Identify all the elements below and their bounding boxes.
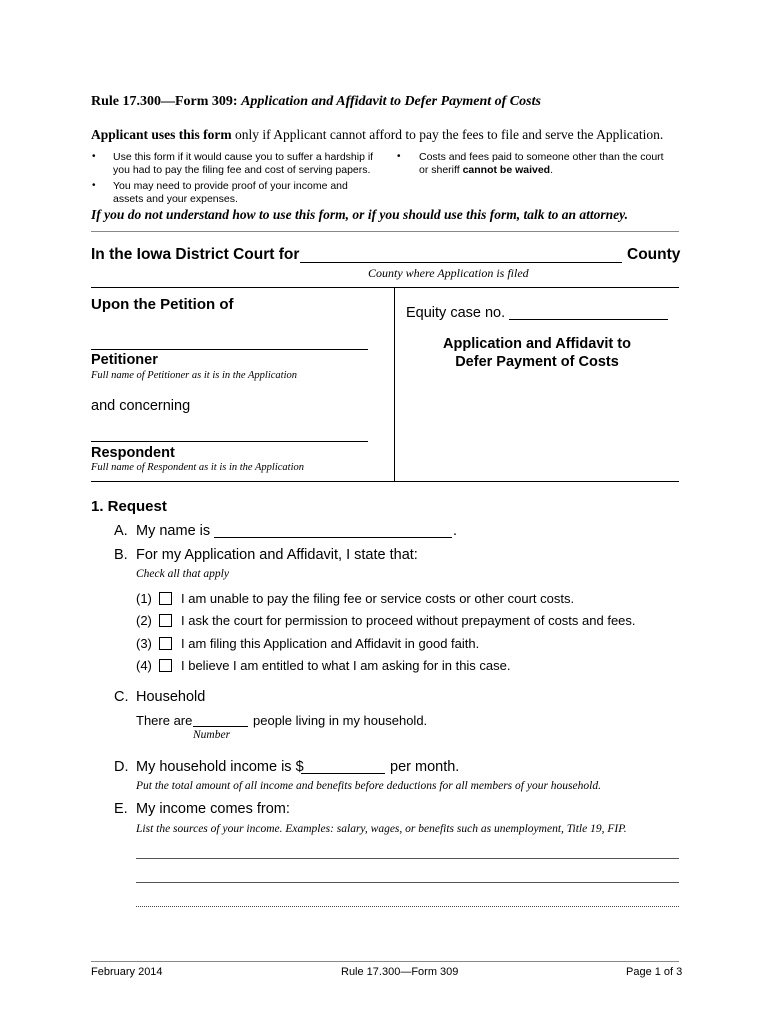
check-3-checkbox[interactable] [159, 637, 172, 650]
check-2-text: I ask the court for permission to proceed without prepayment of costs and fees. [181, 613, 636, 628]
item-e-label: E. [114, 801, 128, 817]
check-3-num: (3) [136, 636, 152, 651]
court-label: In the Iowa District Court for [91, 246, 300, 263]
county-caption: County where Application is filed [368, 266, 529, 280]
respondent-note: Full name of Respondent as it is in the Application [91, 462, 304, 473]
form-title [91, 94, 541, 110]
item-d-label: D. [114, 759, 129, 775]
equity-label: Equity case no. [406, 305, 506, 321]
item-e-note: List the sources of your income. Examples: salary, wages, or benefits such as unemployment, Title 19, FIP. [136, 823, 627, 835]
bullet-left-2: You may need to provide proof of your income and assets and your expenses. [113, 180, 348, 205]
item-b-label: B. [114, 547, 128, 563]
item-a-label: A. [114, 523, 128, 539]
check-4-num: (4) [136, 658, 152, 673]
doc-title-1: Application and Affidavit to [443, 336, 631, 352]
item-c-there: There are [136, 713, 193, 728]
bullet-right-text: Costs and fees paid to someone other than the court or sheriff [419, 151, 664, 176]
county-label: County [627, 246, 681, 263]
item-d-note: Put the total amount of all income and benefits before deductions for all members of your household. [136, 780, 601, 792]
income-source-line-3[interactable] [136, 906, 679, 907]
check-4-text: I believe I am entitled to what I am asking for in this case. [181, 658, 511, 673]
upon-petition-label: Upon the Petition of [91, 296, 234, 313]
item-d-end: per month. [390, 759, 460, 775]
divider [91, 231, 679, 232]
petitioner-label: Petitioner [91, 352, 158, 368]
item-c-people: people living in my household. [253, 713, 428, 728]
and-concerning-label: and concerning [91, 398, 191, 414]
attorney-warning: If you do not understand how to use this form, or if you should use this form, talk to an attorney. [91, 207, 628, 222]
check-1-checkbox[interactable] [159, 592, 172, 605]
caption-bottom-border [91, 481, 679, 482]
name-input-line[interactable] [214, 537, 452, 538]
item-c-label: C. [114, 689, 129, 705]
intro-rest: only if Applicant cannot afford to pay the fees to file and serve the Application. [231, 127, 664, 142]
county-input-line[interactable] [300, 262, 622, 263]
footer-divider [91, 961, 679, 962]
check-1-num: (1) [136, 591, 152, 606]
income-amount-line[interactable] [301, 773, 385, 774]
household-number-line[interactable] [193, 726, 248, 727]
petitioner-name-line[interactable] [91, 349, 368, 350]
rule-number: Rule 17.300—Form 309: [91, 94, 238, 109]
footer-date: February 2014 [91, 966, 163, 978]
check-1-text: I am unable to pay the filing fee or service costs or other court costs. [181, 591, 575, 606]
bullet-dot: • [92, 180, 96, 191]
bullet-dot: • [397, 151, 401, 162]
bullet-left-1: Use this form if it would cause you to suffer a hardship if you had to pay the filing fee and cost of serving papers. [113, 151, 374, 176]
check-2-checkbox[interactable] [159, 614, 172, 627]
item-b-note: Check all that apply [136, 568, 229, 580]
intro-bold: Applicant uses this form [91, 127, 232, 142]
check-3-text: I am filing this Application and Affidavit in good faith. [181, 636, 480, 651]
income-source-line-2[interactable] [136, 882, 679, 883]
item-a-text: My name is [136, 523, 211, 539]
respondent-label: Respondent [91, 445, 175, 461]
caption-divider [394, 287, 395, 481]
caption-top-border [91, 287, 679, 288]
check-2-num: (2) [136, 613, 152, 628]
bullet-right [419, 151, 669, 177]
form-title-text: Application and Affidavit to Defer Payment of Costs [241, 94, 541, 109]
intro-line [91, 127, 663, 143]
doc-title-2: Defer Payment of Costs [455, 354, 619, 370]
respondent-name-line[interactable] [91, 441, 368, 442]
bullet-right-end: . [550, 164, 554, 176]
section-1-heading: 1. Request [91, 498, 167, 515]
bullet-dot: • [92, 151, 96, 162]
equity-case-input-line[interactable] [509, 319, 668, 320]
check-4-checkbox[interactable] [159, 659, 172, 672]
footer-page: Page 1 of 3 [626, 966, 683, 978]
item-a-end: . [453, 523, 458, 539]
income-source-line-1[interactable] [136, 858, 679, 859]
item-c-text: Household [136, 689, 206, 705]
bullet-right-bold: cannot be waived [462, 164, 551, 176]
item-d-text: My household income is $ [136, 759, 304, 775]
item-e-text: My income comes from: [136, 801, 290, 817]
item-b-text: For my Application and Affidavit, I state that: [136, 547, 418, 563]
petitioner-note: Full name of Petitioner as it is in the Application [91, 370, 297, 381]
item-c-note: Number [193, 729, 231, 741]
footer-form: Rule 17.300—Form 309 [341, 966, 459, 978]
